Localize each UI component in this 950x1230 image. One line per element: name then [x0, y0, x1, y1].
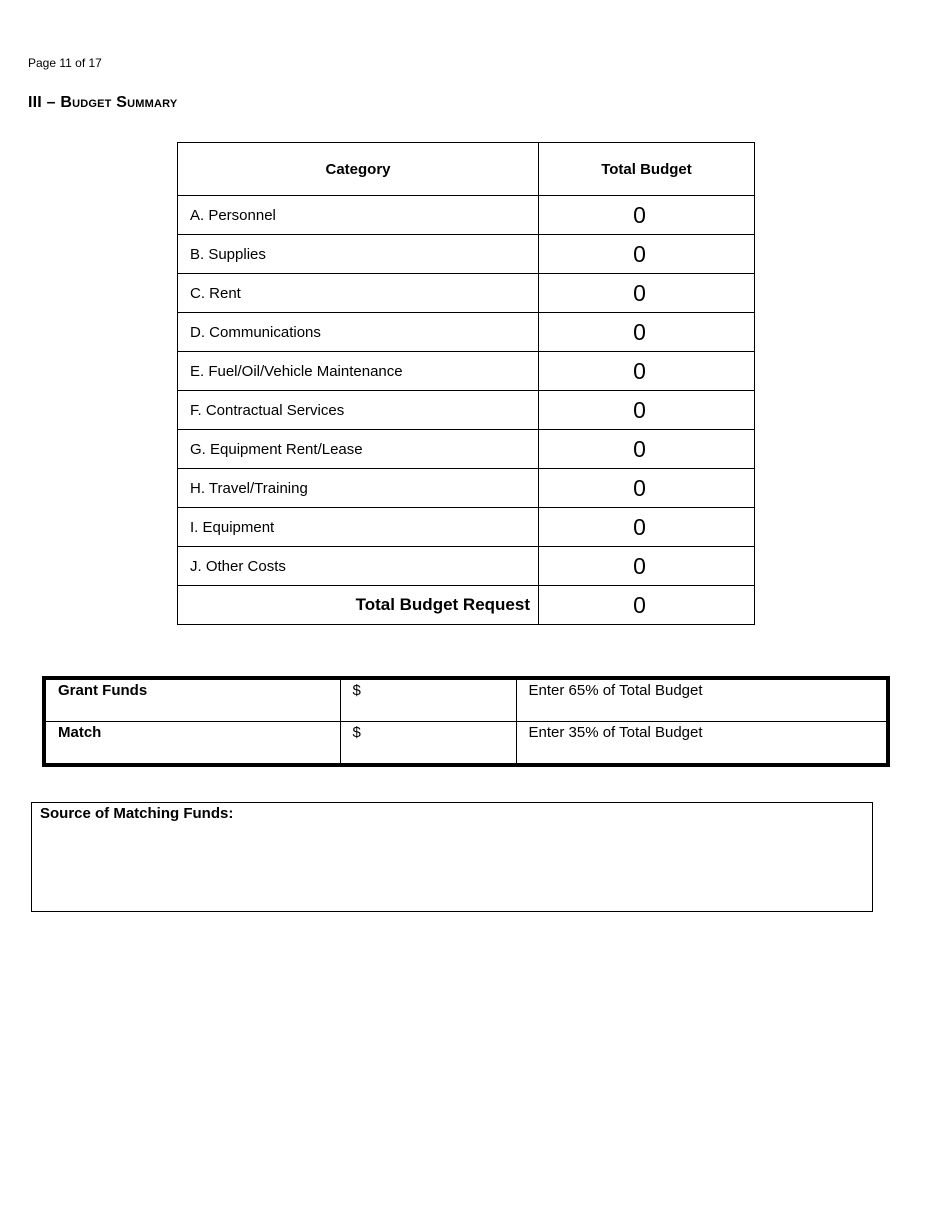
match-hint: Enter 35% of Total Budget	[516, 722, 888, 766]
category-label: F. Contractual Services	[178, 391, 539, 430]
budget-amount-field[interactable]: 0	[539, 196, 755, 235]
total-row	[178, 586, 755, 625]
table-row	[178, 235, 755, 274]
category-label: I. Equipment	[178, 508, 539, 547]
table-row	[178, 547, 755, 586]
table-row	[178, 313, 755, 352]
category-label: A. Personnel	[178, 196, 539, 235]
budget-amount-field[interactable]: 0	[539, 469, 755, 508]
total-budget-request-label: Total Budget Request	[178, 586, 539, 625]
budget-amount-field[interactable]: 0	[539, 430, 755, 469]
funds-table	[42, 676, 890, 767]
grant-funds-row	[44, 678, 888, 722]
table-row	[178, 469, 755, 508]
category-label: E. Fuel/Oil/Vehicle Maintenance	[178, 352, 539, 391]
grant-funds-label: Grant Funds	[44, 678, 340, 722]
budget-amount-field[interactable]: 0	[539, 274, 755, 313]
category-label: H. Travel/Training	[178, 469, 539, 508]
budget-amount-field[interactable]: 0	[539, 508, 755, 547]
table-row	[178, 508, 755, 547]
source-of-matching-funds-field[interactable]	[31, 802, 873, 912]
match-amount-field[interactable]: $	[340, 722, 516, 766]
budget-amount-field[interactable]: 0	[539, 547, 755, 586]
table-header-row	[178, 143, 755, 196]
category-label: J. Other Costs	[178, 547, 539, 586]
table-row	[178, 196, 755, 235]
category-label: D. Communications	[178, 313, 539, 352]
section-title: III – Budget Summary	[28, 94, 178, 111]
source-of-matching-funds-label: Source of Matching Funds:	[40, 805, 234, 822]
budget-amount-field[interactable]: 0	[539, 313, 755, 352]
total-budget-header: Total Budget	[539, 143, 755, 196]
table-row	[178, 274, 755, 313]
category-label: G. Equipment Rent/Lease	[178, 430, 539, 469]
total-budget-request-field[interactable]: 0	[539, 586, 755, 625]
page-number: Page 11 of 17	[28, 56, 102, 70]
table-row	[178, 430, 755, 469]
category-label: C. Rent	[178, 274, 539, 313]
grant-funds-amount-field[interactable]: $	[340, 678, 516, 722]
category-header: Category	[178, 143, 539, 196]
table-row	[178, 352, 755, 391]
grant-funds-hint: Enter 65% of Total Budget	[516, 678, 888, 722]
match-row	[44, 722, 888, 766]
budget-amount-field[interactable]: 0	[539, 235, 755, 274]
budget-amount-field[interactable]: 0	[539, 352, 755, 391]
match-label: Match	[44, 722, 340, 766]
budget-summary-table	[177, 142, 755, 625]
category-label: B. Supplies	[178, 235, 539, 274]
budget-amount-field[interactable]: 0	[539, 391, 755, 430]
table-row	[178, 391, 755, 430]
